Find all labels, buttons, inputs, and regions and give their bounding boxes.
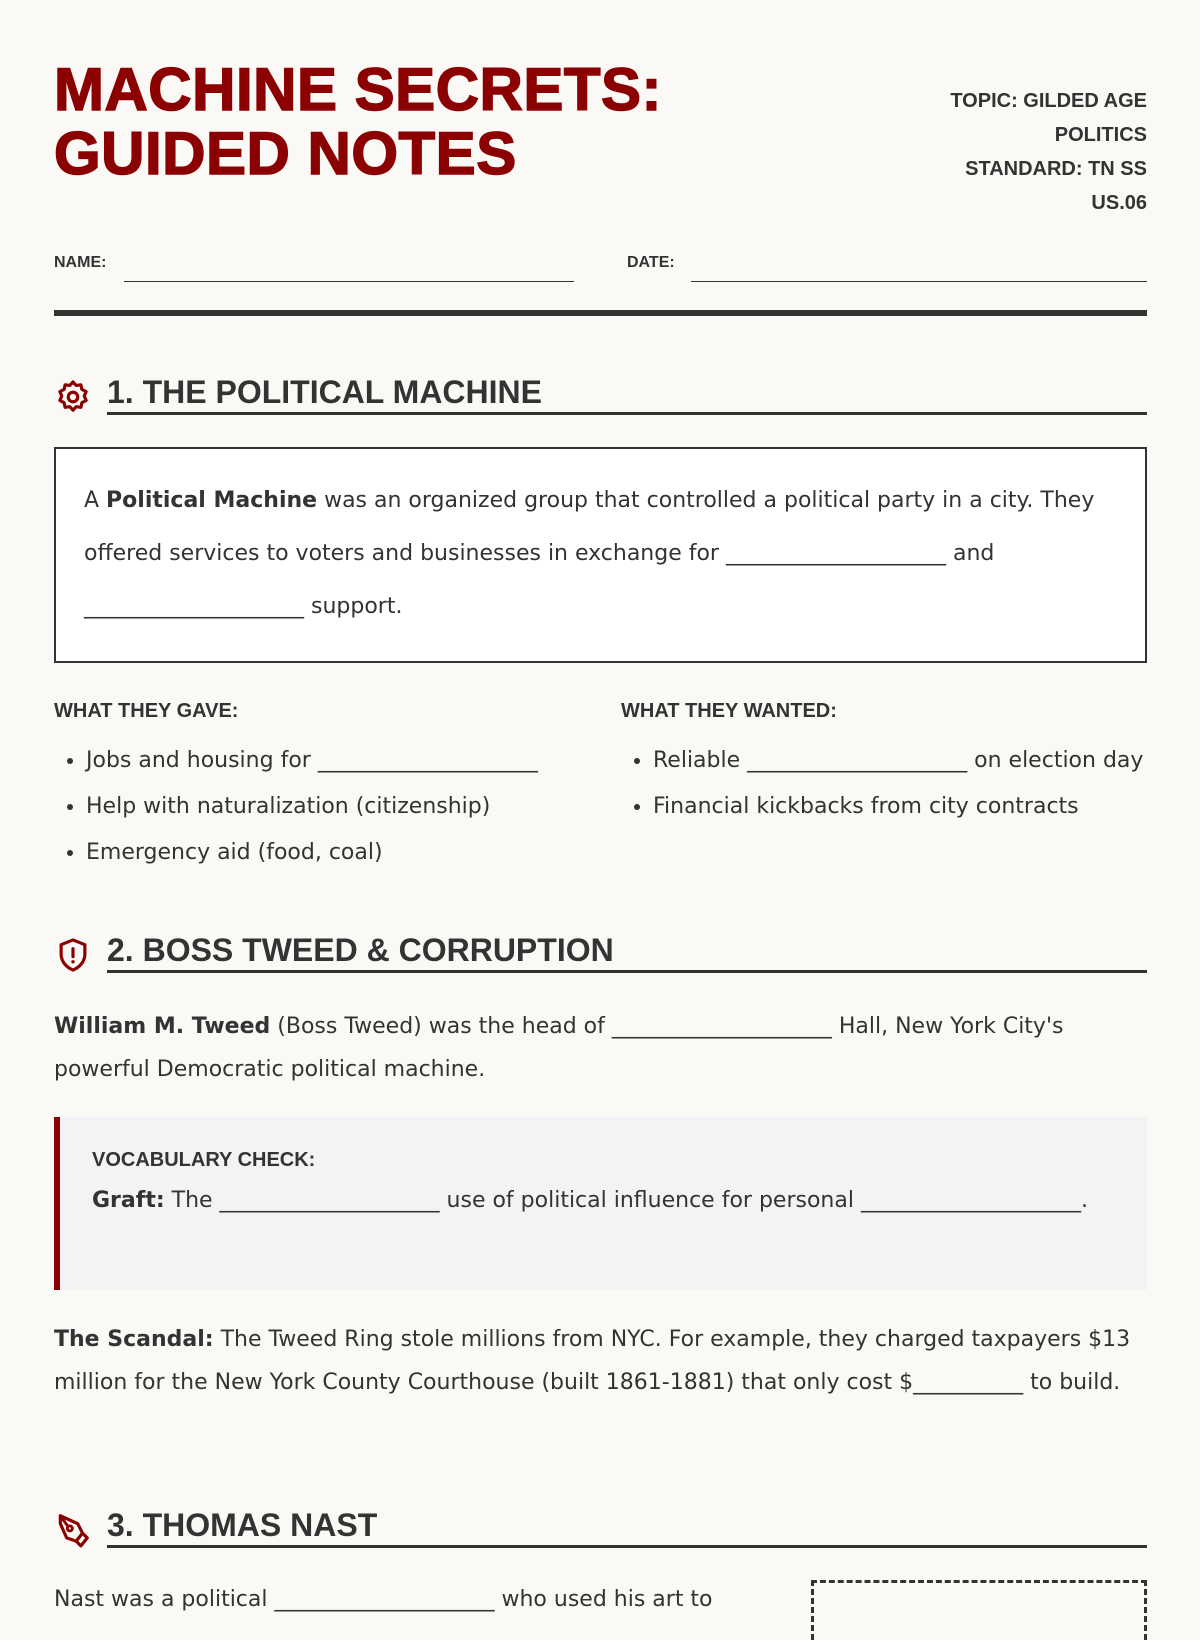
date-label: DATE:	[627, 254, 675, 271]
text: A	[84, 488, 107, 513]
pen-nib-icon	[54, 1511, 92, 1549]
name-date-row	[54, 250, 1147, 280]
title-line-2: GUIDED NOTES	[54, 120, 517, 187]
text: (Boss Tweed) was the head of ____________________ Hall, New York City's powerful Democratic political machine.	[54, 1014, 1064, 1082]
page-title	[54, 58, 662, 186]
definition-box	[54, 447, 1147, 663]
nast-paragraph: Nast was a political ____________________ who used his art to	[54, 1587, 713, 1612]
tweed-paragraph	[54, 1005, 1147, 1091]
text: The Tweed Ring stole millions from NYC. For example, they charged taxpayers $13 million for the New York County Courthouse (built 1861-1881) that only cost $__________ to build.	[54, 1327, 1131, 1395]
list-item: • Help with naturalization (citizenship)	[86, 787, 584, 827]
title-line-1: MACHINE SECRETS:	[54, 56, 663, 123]
section-heading: 1. THE POLITICAL MACHINE	[107, 372, 1147, 415]
list-item: • Reliable ____________________ on election day	[653, 741, 1151, 781]
what-they-wanted	[621, 700, 1151, 833]
vocab-heading: VOCABULARY CHECK:	[92, 1149, 316, 1171]
section-2-header	[54, 930, 1147, 976]
text: was an organized group that controlled a political party in a city. They offered services to voters and businesses in exchange for	[84, 488, 1095, 566]
blank-field[interactable]: ____________________	[725, 541, 946, 566]
list-item: • Emergency aid (food, coal)	[86, 833, 584, 873]
section-heading: 2. BOSS TWEED & CORRUPTION	[107, 930, 1147, 973]
term: Graft:	[92, 1188, 165, 1213]
column-heading: WHAT THEY WANTED:	[621, 700, 837, 722]
text: and	[945, 541, 995, 566]
shield-alert-icon	[54, 936, 92, 974]
worksheet-meta	[927, 84, 1147, 220]
name-label: NAME:	[54, 254, 107, 271]
header-divider	[54, 310, 1147, 316]
blank-field[interactable]: ____________________	[84, 594, 304, 619]
gear-icon	[54, 378, 92, 416]
topic-label: TOPIC: GILDED AGE POLITICS	[950, 90, 1147, 146]
text: support.	[304, 594, 403, 619]
standard-label: STANDARD: TN SS US.06	[965, 158, 1147, 214]
term: William M. Tweed	[54, 1014, 271, 1039]
column-heading: WHAT THEY GAVE:	[54, 700, 239, 722]
text: The ____________________ use of political influence for personal ____________________.	[164, 1188, 1088, 1213]
section-3-header	[54, 1505, 1147, 1551]
what-they-gave	[54, 700, 584, 879]
section-heading: 3. THOMAS NAST	[107, 1505, 1147, 1548]
date-field[interactable]	[691, 281, 1147, 282]
term: Political Machine	[106, 488, 318, 513]
vocabulary-check	[54, 1117, 1147, 1290]
list-item: • Financial kickbacks from city contracts	[653, 787, 1151, 827]
section-1-header	[54, 372, 1147, 418]
scandal-paragraph	[54, 1318, 1147, 1404]
list-item: • Jobs and housing for ____________________	[86, 741, 584, 781]
drawing-box	[811, 1580, 1147, 1640]
name-field[interactable]	[124, 281, 574, 282]
term: The Scandal:	[54, 1327, 214, 1352]
